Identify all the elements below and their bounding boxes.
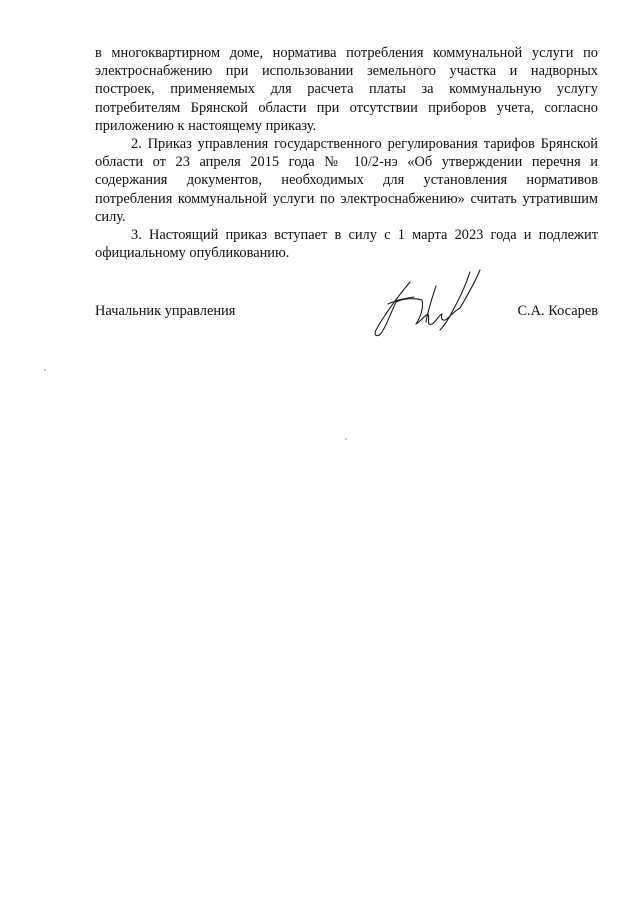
paragraph-item-3: 3. Настоящий приказ вступает в силу с 1 марта 2023 года и подлежит официальному опубликованию. [95, 227, 598, 262]
scan-speck [44, 369, 46, 371]
signer-position: Начальник управления [95, 303, 236, 319]
paragraph-continuation: в многоквартирном доме, норматива потребления коммунальной услуги по электроснабжению при использовании земельного участка и надворных построек, применяемых для расчета платы за коммунальную услугу потребителям Брянской области при отсутствии приборов учета, согласно приложению к настоящему приказу. [95, 45, 598, 134]
scan-speck [345, 438, 347, 440]
signature-block [95, 302, 598, 326]
document-body [95, 44, 598, 262]
paragraph-item-2: 2. Приказ управления государственного регулирования тарифов Брянской области от 23 апреля 2015 года № 10/2-нэ «Об утверждении перечня и содержания документов, необходимых для установления нормативов потребления коммунальной услуги по электроснабжению» считать утратившим силу. [95, 136, 598, 225]
signer-name: С.А. Косарев [517, 303, 598, 319]
